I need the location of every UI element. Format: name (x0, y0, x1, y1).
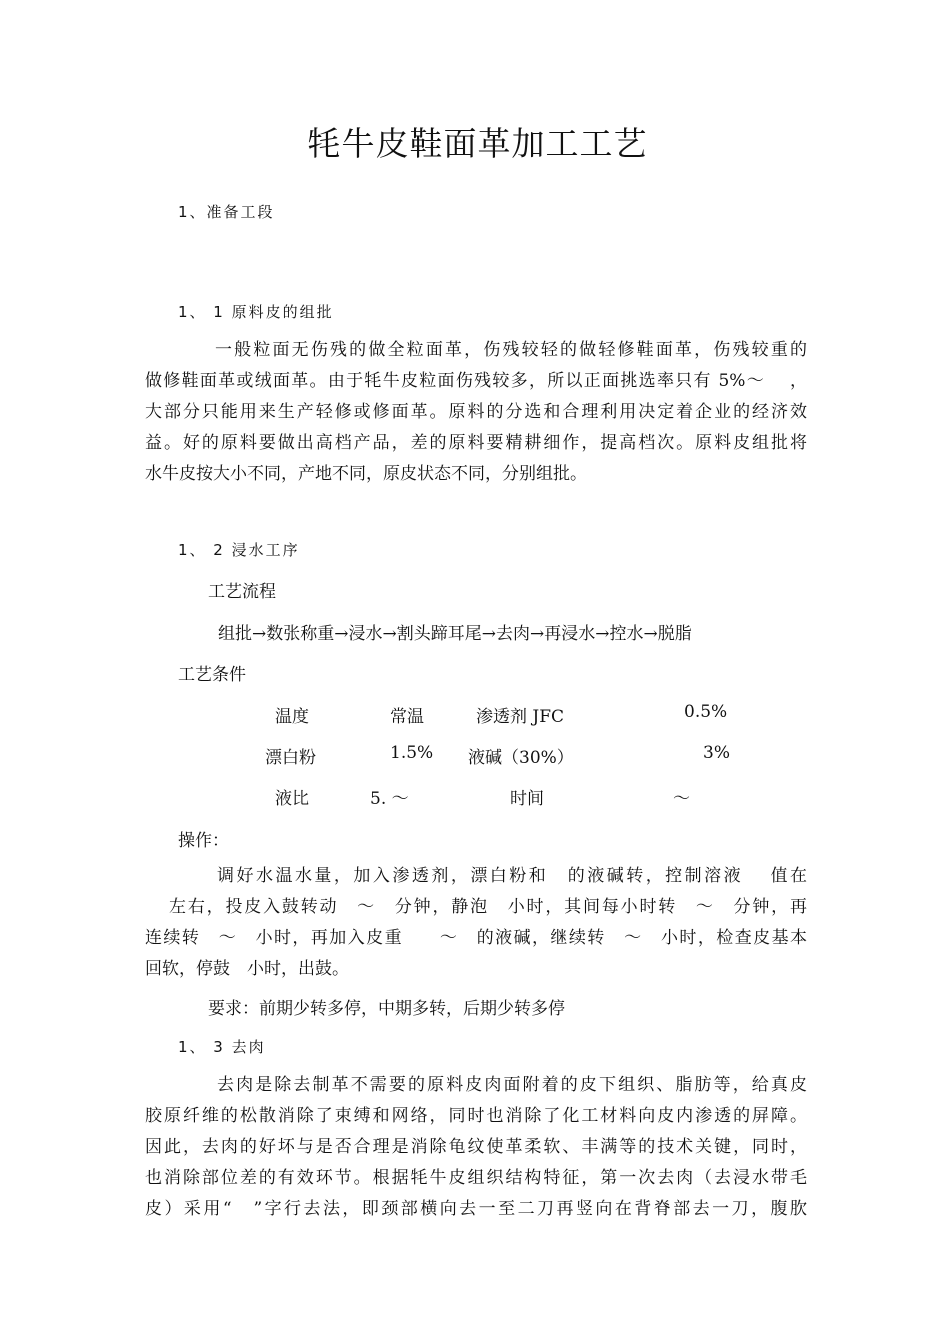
process-flow-label: 工艺流程 (208, 582, 276, 602)
condition-cell: 0.5% (684, 702, 728, 722)
condition-cell: ～ (673, 789, 690, 809)
paragraph-operation (145, 861, 807, 985)
paragraph-line: 益。好的原料要做出高档产品，差的原料要精耕细作，提高档次。原料皮组批将 (145, 433, 807, 453)
paragraph-line: 水牛皮按大小不同，产地不同，原皮状态不同，分别组批。 (145, 464, 587, 484)
condition-cell: 液比 (275, 789, 309, 809)
process-conditions-label: 工艺条件 (178, 665, 246, 685)
paragraph-line: 连续转 ～ 小时，再加入皮重 ～ 的液碱，继续转 ～ 小时，检查皮基本 (145, 928, 807, 948)
condition-cell: 液碱（30%） (468, 748, 574, 768)
condition-cell: 时间 (510, 789, 544, 809)
section-heading-1-2: 1、 2 浸水工序 (178, 541, 300, 559)
paragraph-line: 大部分只能用来生产轻修或修面革。原料的分选和合理利用决定着企业的经济效 (145, 402, 807, 422)
condition-cell: 3% (703, 743, 730, 763)
condition-cell: 渗透剂 JFC (476, 707, 565, 727)
paragraph-line: 因此，去肉的好坏与是否合理是消除龟纹使革柔软、丰满等的技术关键，同时， (145, 1137, 807, 1157)
paragraph-line: 也消除部位差的有效环节。根据牦牛皮组织结构特征，第一次去肉（去浸水带毛 (145, 1168, 807, 1188)
condition-cell: 温度 (275, 707, 309, 727)
condition-cell: 5. ～ (370, 789, 409, 809)
section-heading-1: 1、准备工段 (178, 203, 275, 221)
paragraph-line: 回软，停鼓 小时，出鼓。 (145, 959, 349, 979)
paragraph-line: 左右，投皮入鼓转动 ～ 分钟，静泡 小时，其间每小时转 ～ 分钟，再 (169, 897, 807, 917)
paragraph-fleshing (145, 1070, 807, 1225)
paragraph-raw-hide-grouping (145, 335, 807, 490)
section-heading-1-1: 1、 1 原料皮的组批 (178, 303, 334, 321)
requirement-text: 要求：前期少转多停，中期多转，后期少转多停 (208, 999, 565, 1019)
section-heading-1-3: 1、 3 去肉 (178, 1038, 266, 1056)
paragraph-line: 做修鞋面革或绒面革。由于牦牛皮粒面伤残较多，所以正面挑选率只有 5%～ ， (145, 371, 807, 391)
condition-cell: 常温 (390, 707, 424, 727)
condition-cell: 1.5% (390, 743, 434, 763)
process-flow: 组批→数张称重→浸水→割头蹄耳尾→去肉→再浸水→控水→脱脂 (218, 624, 692, 644)
paragraph-line: 皮）采用“ ”字行去法，即颈部横向去一至二刀再竖向在背脊部去一刀，腹肷 (145, 1199, 807, 1219)
paragraph-line: 去肉是除去制革不需要的原料皮肉面附着的皮下组织、脂肪等，给真皮 (217, 1075, 807, 1095)
condition-cell: 漂白粉 (265, 748, 316, 768)
paragraph-line: 调好水温水量，加入渗透剂，漂白粉和 的液碱转，控制溶液 值在 (217, 866, 807, 886)
paragraph-line: 胶原纤维的松散消除了束缚和网络，同时也消除了化工材料向皮内渗透的屏障。 (145, 1106, 807, 1126)
operation-label: 操作： (178, 831, 229, 851)
paragraph-line: 一般粒面无伤残的做全粒面革，伤残较轻的做轻修鞋面革，伤残较重的 (215, 340, 807, 360)
document-title: 牦牛皮鞋面革加工工艺 (307, 124, 648, 163)
